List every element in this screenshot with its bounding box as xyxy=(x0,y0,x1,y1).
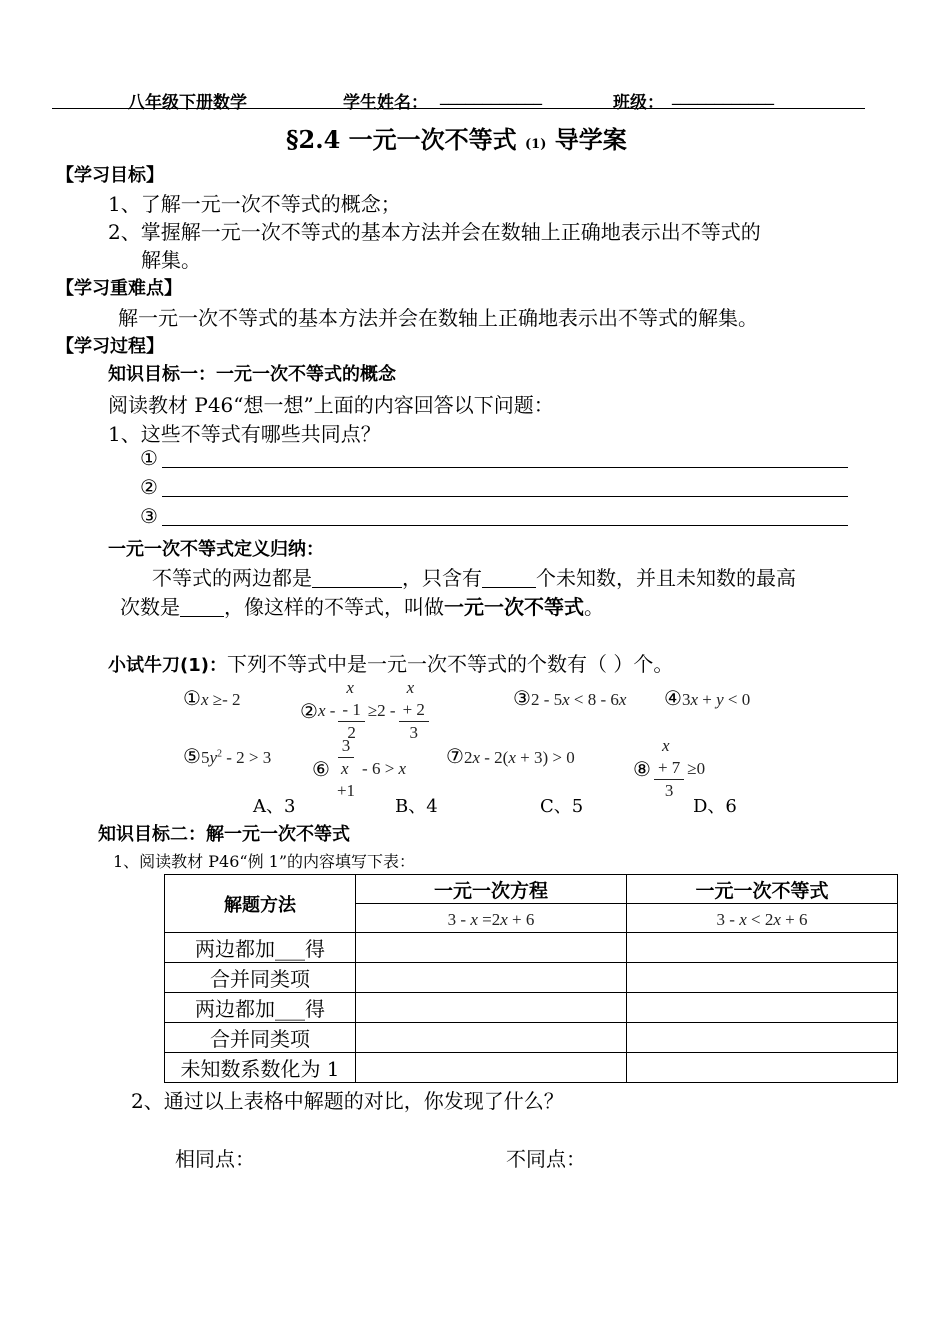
table-row-label: 合并同类项 xyxy=(165,1023,356,1053)
table-row xyxy=(165,1053,898,1083)
quiz-label: 小试牛刀(1)： xyxy=(108,655,227,676)
table-row-label: 两边都加___得 xyxy=(165,933,356,963)
def-part-5: ，像这样的不等式，叫做 xyxy=(224,595,444,619)
k2-question-2: 2、通过以上表格中解题的对比，你发现了什么？ xyxy=(131,1089,564,1113)
table-row-label: 合并同类项 xyxy=(165,963,356,993)
table-cell-equation[interactable] xyxy=(356,963,627,993)
quiz-line xyxy=(108,648,673,677)
table-header-method: 解题方法 xyxy=(165,875,356,933)
k1-heading: 知识目标一：一元一次不等式的概念 xyxy=(108,364,396,385)
table-row xyxy=(165,993,898,1023)
ineq-1-num: ① xyxy=(183,686,201,710)
ineq-3-num: ③ xyxy=(513,686,531,710)
def-part-1: 不等式的两边都是 xyxy=(152,566,312,590)
def-part-3: 个未知数，并且未知数的最高 xyxy=(536,566,796,590)
table-row xyxy=(165,933,898,963)
ineq-1: ①x ≥- 2 xyxy=(183,686,241,710)
title-tail: 导学案 xyxy=(554,125,627,154)
def-part-4: 次数是 xyxy=(120,595,180,619)
table-cell-inequality[interactable] xyxy=(627,963,898,993)
answer-line-2[interactable] xyxy=(162,496,848,497)
same-points-label: 相同点： xyxy=(175,1147,255,1171)
ineq-8: ⑧ x + 7 3 ≥0 xyxy=(633,736,706,800)
table-cell-equation[interactable] xyxy=(356,993,627,1023)
def-line-2 xyxy=(120,591,604,620)
table-cell-inequality[interactable] xyxy=(627,993,898,1023)
answer-line-1[interactable] xyxy=(162,467,848,468)
table-cell-inequality[interactable] xyxy=(627,933,898,963)
def-line-1 xyxy=(152,562,796,591)
def-blank-3[interactable] xyxy=(180,596,224,617)
table-row xyxy=(165,963,898,993)
table-header-inequality: 一元一次不等式 xyxy=(627,875,898,904)
title-main: §2.4 一元一次不等式 xyxy=(286,125,517,154)
ineq-7-num: ⑦ xyxy=(446,744,464,768)
ineq-4: ④3x + y < 0 xyxy=(664,686,751,710)
page-title xyxy=(286,120,627,155)
option-c[interactable]: C、5 xyxy=(540,796,584,817)
option-b[interactable]: B、4 xyxy=(395,796,438,817)
ineq-4-num: ④ xyxy=(664,686,682,710)
goal-item-1: 1、了解一元一次不等式的概念； xyxy=(108,192,401,216)
k1-read: 阅读教材 P46“想一想”上面的内容回答以下问题： xyxy=(108,393,554,417)
table-row xyxy=(165,1023,898,1053)
answer-line-3[interactable] xyxy=(162,525,848,526)
header-subject: 八年级下册数学 xyxy=(128,93,247,113)
table-cell-equation[interactable] xyxy=(356,1053,627,1083)
diff-points-label: 不同点： xyxy=(506,1147,586,1171)
k1-question-1: 1、这些不等式有哪些共同点？ xyxy=(108,422,381,446)
ineq-3: ③2 - 5x < 8 - 6x xyxy=(513,686,627,710)
quiz-text: 下列不等式中是一元一次不等式的个数有（ ）个。 xyxy=(226,652,674,676)
ineq-5: $⑤5y^2 - 2 > 3$ xyxy=(183,744,272,768)
name-label: 学生姓名： xyxy=(343,93,428,113)
class-blank[interactable]: ____________ xyxy=(672,86,774,106)
comparison-table xyxy=(164,874,898,1083)
answer-marker-1: ① xyxy=(140,446,158,470)
table-row-label: 两边都加___得 xyxy=(165,993,356,1023)
goals-heading: 【学习目标】 xyxy=(56,165,164,186)
table-cell-inequality[interactable] xyxy=(627,1023,898,1053)
header-rule xyxy=(52,108,865,109)
goal-item-2-cont: 解集。 xyxy=(141,248,201,272)
title-sub: (1) xyxy=(525,137,547,152)
ineq-6: ⑥ 3 x +1 - 6 > x xyxy=(312,736,407,800)
ineq-7: ⑦2x - 2(x + 3) > 0 xyxy=(446,744,575,768)
answer-marker-3: ③ xyxy=(140,504,158,528)
def-part-2: ，只含有 xyxy=(402,566,482,590)
class-label: 班级： xyxy=(613,93,664,113)
answer-marker-2: ② xyxy=(140,475,158,499)
key-heading: 【学习重难点】 xyxy=(56,278,182,299)
option-d[interactable]: D、6 xyxy=(693,796,737,817)
ineq-5-num: ⑤ xyxy=(183,744,201,768)
def-end: 。 xyxy=(584,595,604,619)
ineq-2-num: ② xyxy=(300,698,318,723)
def-blank-1[interactable] xyxy=(312,567,402,588)
ineq-6-num: ⑥ xyxy=(312,756,330,781)
table-inequality-expr: 3 - x < 2x + 6 xyxy=(627,904,898,933)
def-blank-2[interactable] xyxy=(482,567,536,588)
table-header-equation: 一元一次方程 xyxy=(356,875,627,904)
table-row-label: 未知数系数化为 1 xyxy=(165,1053,356,1083)
def-heading: 一元一次不等式定义归纳： xyxy=(108,539,324,560)
table-equation-expr: 3 - x =2x + 6 xyxy=(356,904,627,933)
name-blank[interactable]: ____________ xyxy=(440,86,542,106)
def-term: 一元一次不等式 xyxy=(444,595,584,619)
table-cell-equation[interactable] xyxy=(356,1023,627,1053)
process-heading: 【学习过程】 xyxy=(56,336,164,357)
key-text: 解一元一次不等式的基本方法并会在数轴上正确地表示出不等式的解集。 xyxy=(118,306,758,330)
goal-item-2: 2、掌握解一元一次不等式的基本方法并会在数轴上正确地表示出不等式的 xyxy=(108,220,761,244)
table-cell-equation[interactable] xyxy=(356,933,627,963)
ineq-8-num: ⑧ xyxy=(633,756,651,781)
k2-read: 1、阅读教材 P46“例 1”的内容填写下表： xyxy=(113,852,416,871)
option-a[interactable]: A、3 xyxy=(253,796,296,817)
ineq-2: ② x - x - 1 2 ≥2 - x + 2 3 xyxy=(300,677,432,744)
k2-heading: 知识目标二：解一元一次不等式 xyxy=(98,824,350,845)
table-cell-inequality[interactable] xyxy=(627,1053,898,1083)
